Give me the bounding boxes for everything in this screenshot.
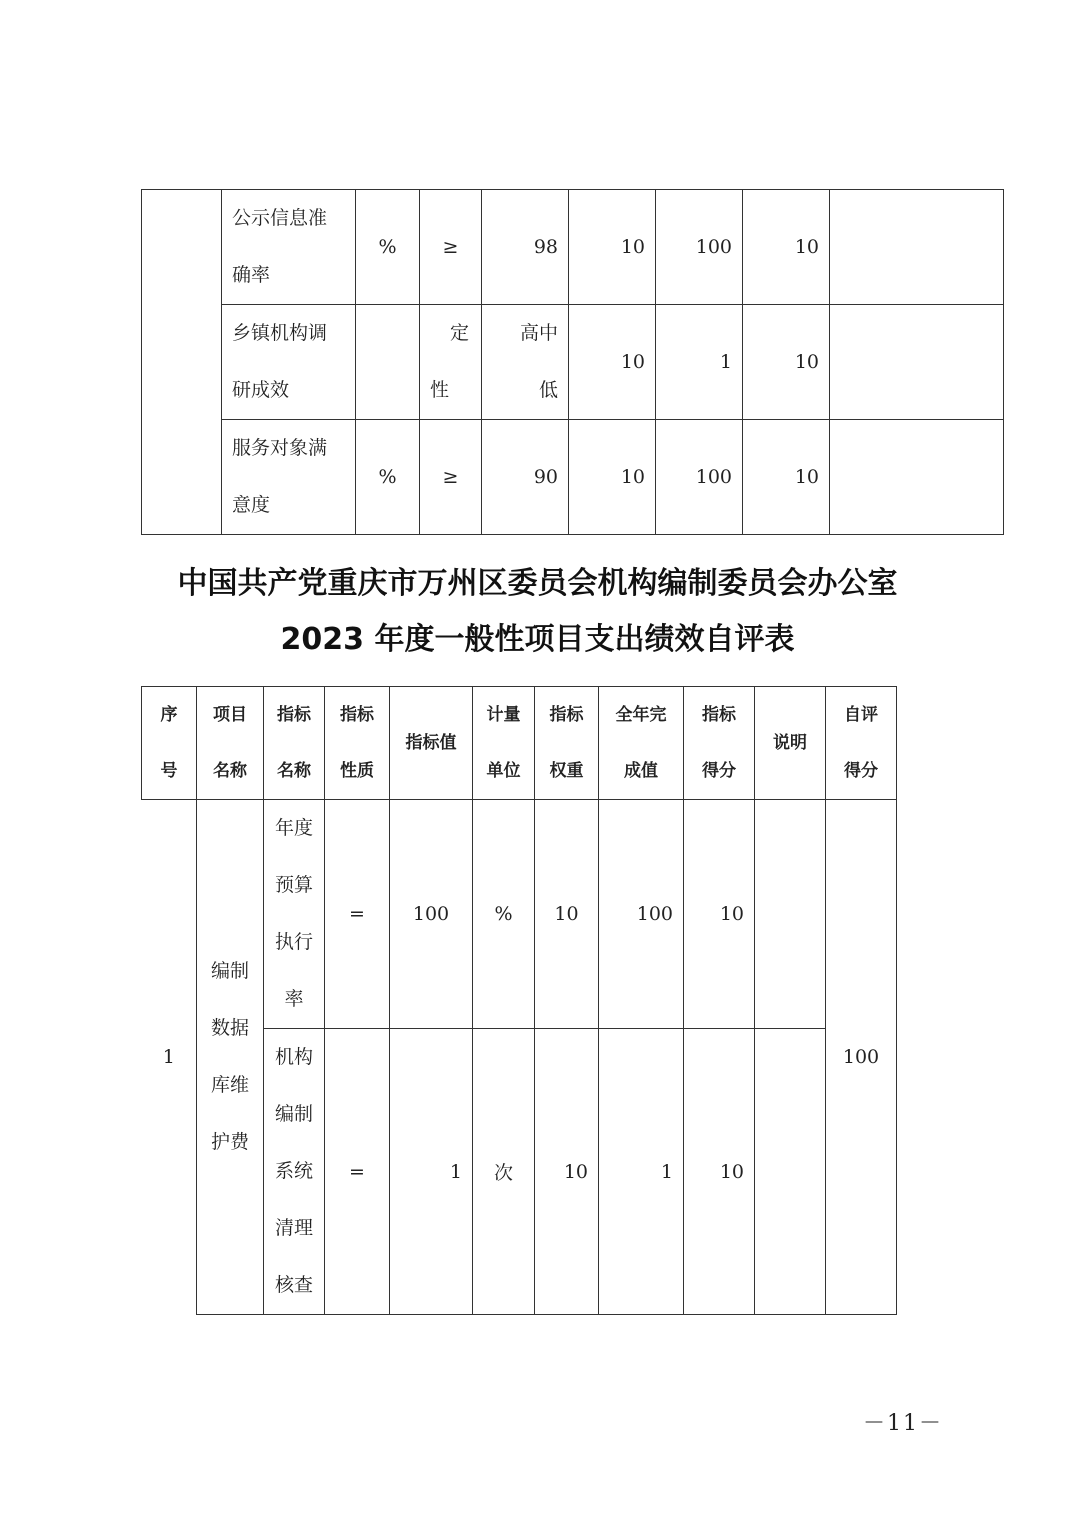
weight-cell: 10 xyxy=(569,305,656,420)
target-cell: 高中 低 xyxy=(482,305,569,420)
unit-cell: % xyxy=(473,800,535,1029)
weight-cell: 10 xyxy=(569,420,656,535)
actual-cell: 100 xyxy=(656,420,743,535)
indicator-name-cell: 机构 编制 系统 清理 核查 xyxy=(264,1029,325,1315)
weight-cell: 10 xyxy=(569,190,656,305)
header-indicator-value: 指标值 xyxy=(390,687,473,800)
header-row xyxy=(142,687,897,800)
table-row xyxy=(142,305,1004,420)
score-cell: 10 xyxy=(743,190,830,305)
note-cell xyxy=(830,190,1004,305)
header-unit: 计量 单位 xyxy=(473,687,535,800)
unit-cell xyxy=(356,305,420,420)
value-cell: 100 xyxy=(390,800,473,1029)
table-row xyxy=(142,800,897,1029)
actual-cell: 100 xyxy=(656,190,743,305)
header-project: 项目 名称 xyxy=(197,687,264,800)
score-cell: 10 xyxy=(684,1029,755,1315)
target-cell: 90 xyxy=(482,420,569,535)
page-title-line1: 中国共产党重庆市万州区委员会机构编制委员会办公室 xyxy=(177,566,898,601)
nature-cell: ≥ xyxy=(420,190,482,305)
weight-cell: 10 xyxy=(535,1029,599,1315)
indicator-name-cell: 服务对象满 意度 xyxy=(222,420,356,535)
header-score: 指标 得分 xyxy=(684,687,755,800)
nature-cell: = xyxy=(325,1029,390,1315)
target-cell: 98 xyxy=(482,190,569,305)
value-cell: 1 xyxy=(390,1029,473,1315)
header-note: 说明 xyxy=(755,687,826,800)
header-indicator-nature: 指标 性质 xyxy=(325,687,390,800)
score-cell: 10 xyxy=(743,420,830,535)
score-cell: 10 xyxy=(684,800,755,1029)
indicator-name-cell: 公示信息准 确率 xyxy=(222,190,356,305)
unit-cell: % xyxy=(356,190,420,305)
header-indicator-name: 指标 名称 xyxy=(264,687,325,800)
actual-cell: 1 xyxy=(599,1029,684,1315)
note-cell xyxy=(755,1029,826,1315)
header-self-score: 自评 得分 xyxy=(826,687,897,800)
weight-cell: 10 xyxy=(535,800,599,1029)
nature-cell: = xyxy=(325,800,390,1029)
indicator-name-cell: 年度 预算 执行 率 xyxy=(264,800,325,1029)
actual-cell: 100 xyxy=(599,800,684,1029)
header-weight: 指标 权重 xyxy=(535,687,599,800)
note-cell xyxy=(830,305,1004,420)
nature-cell: ≥ xyxy=(420,420,482,535)
header-actual: 全年完 成值 xyxy=(599,687,684,800)
continuation-table xyxy=(141,189,1004,535)
table-row xyxy=(142,420,1004,535)
page-number: －11－ xyxy=(863,1411,943,1436)
project-name-cell: 编制 数据 库维 护费 xyxy=(197,800,264,1315)
score-cell: 10 xyxy=(743,305,830,420)
self-evaluation-table xyxy=(141,686,897,1315)
note-cell xyxy=(755,800,826,1029)
nature-cell: 定 性 xyxy=(420,305,482,420)
unit-cell: % xyxy=(356,420,420,535)
page-title-line2: 2023 年度一般性项目支出绩效自评表 xyxy=(280,622,795,657)
seq-cell: 1 xyxy=(142,800,197,1315)
actual-cell: 1 xyxy=(656,305,743,420)
indicator-name-cell: 乡镇机构调 研成效 xyxy=(222,305,356,420)
note-cell xyxy=(830,420,1004,535)
table-row xyxy=(142,190,1004,305)
empty-category-cell xyxy=(142,190,222,535)
unit-cell: 次 xyxy=(473,1029,535,1315)
header-seq: 序 号 xyxy=(142,687,197,800)
self-score-cell: 100 xyxy=(826,800,897,1315)
